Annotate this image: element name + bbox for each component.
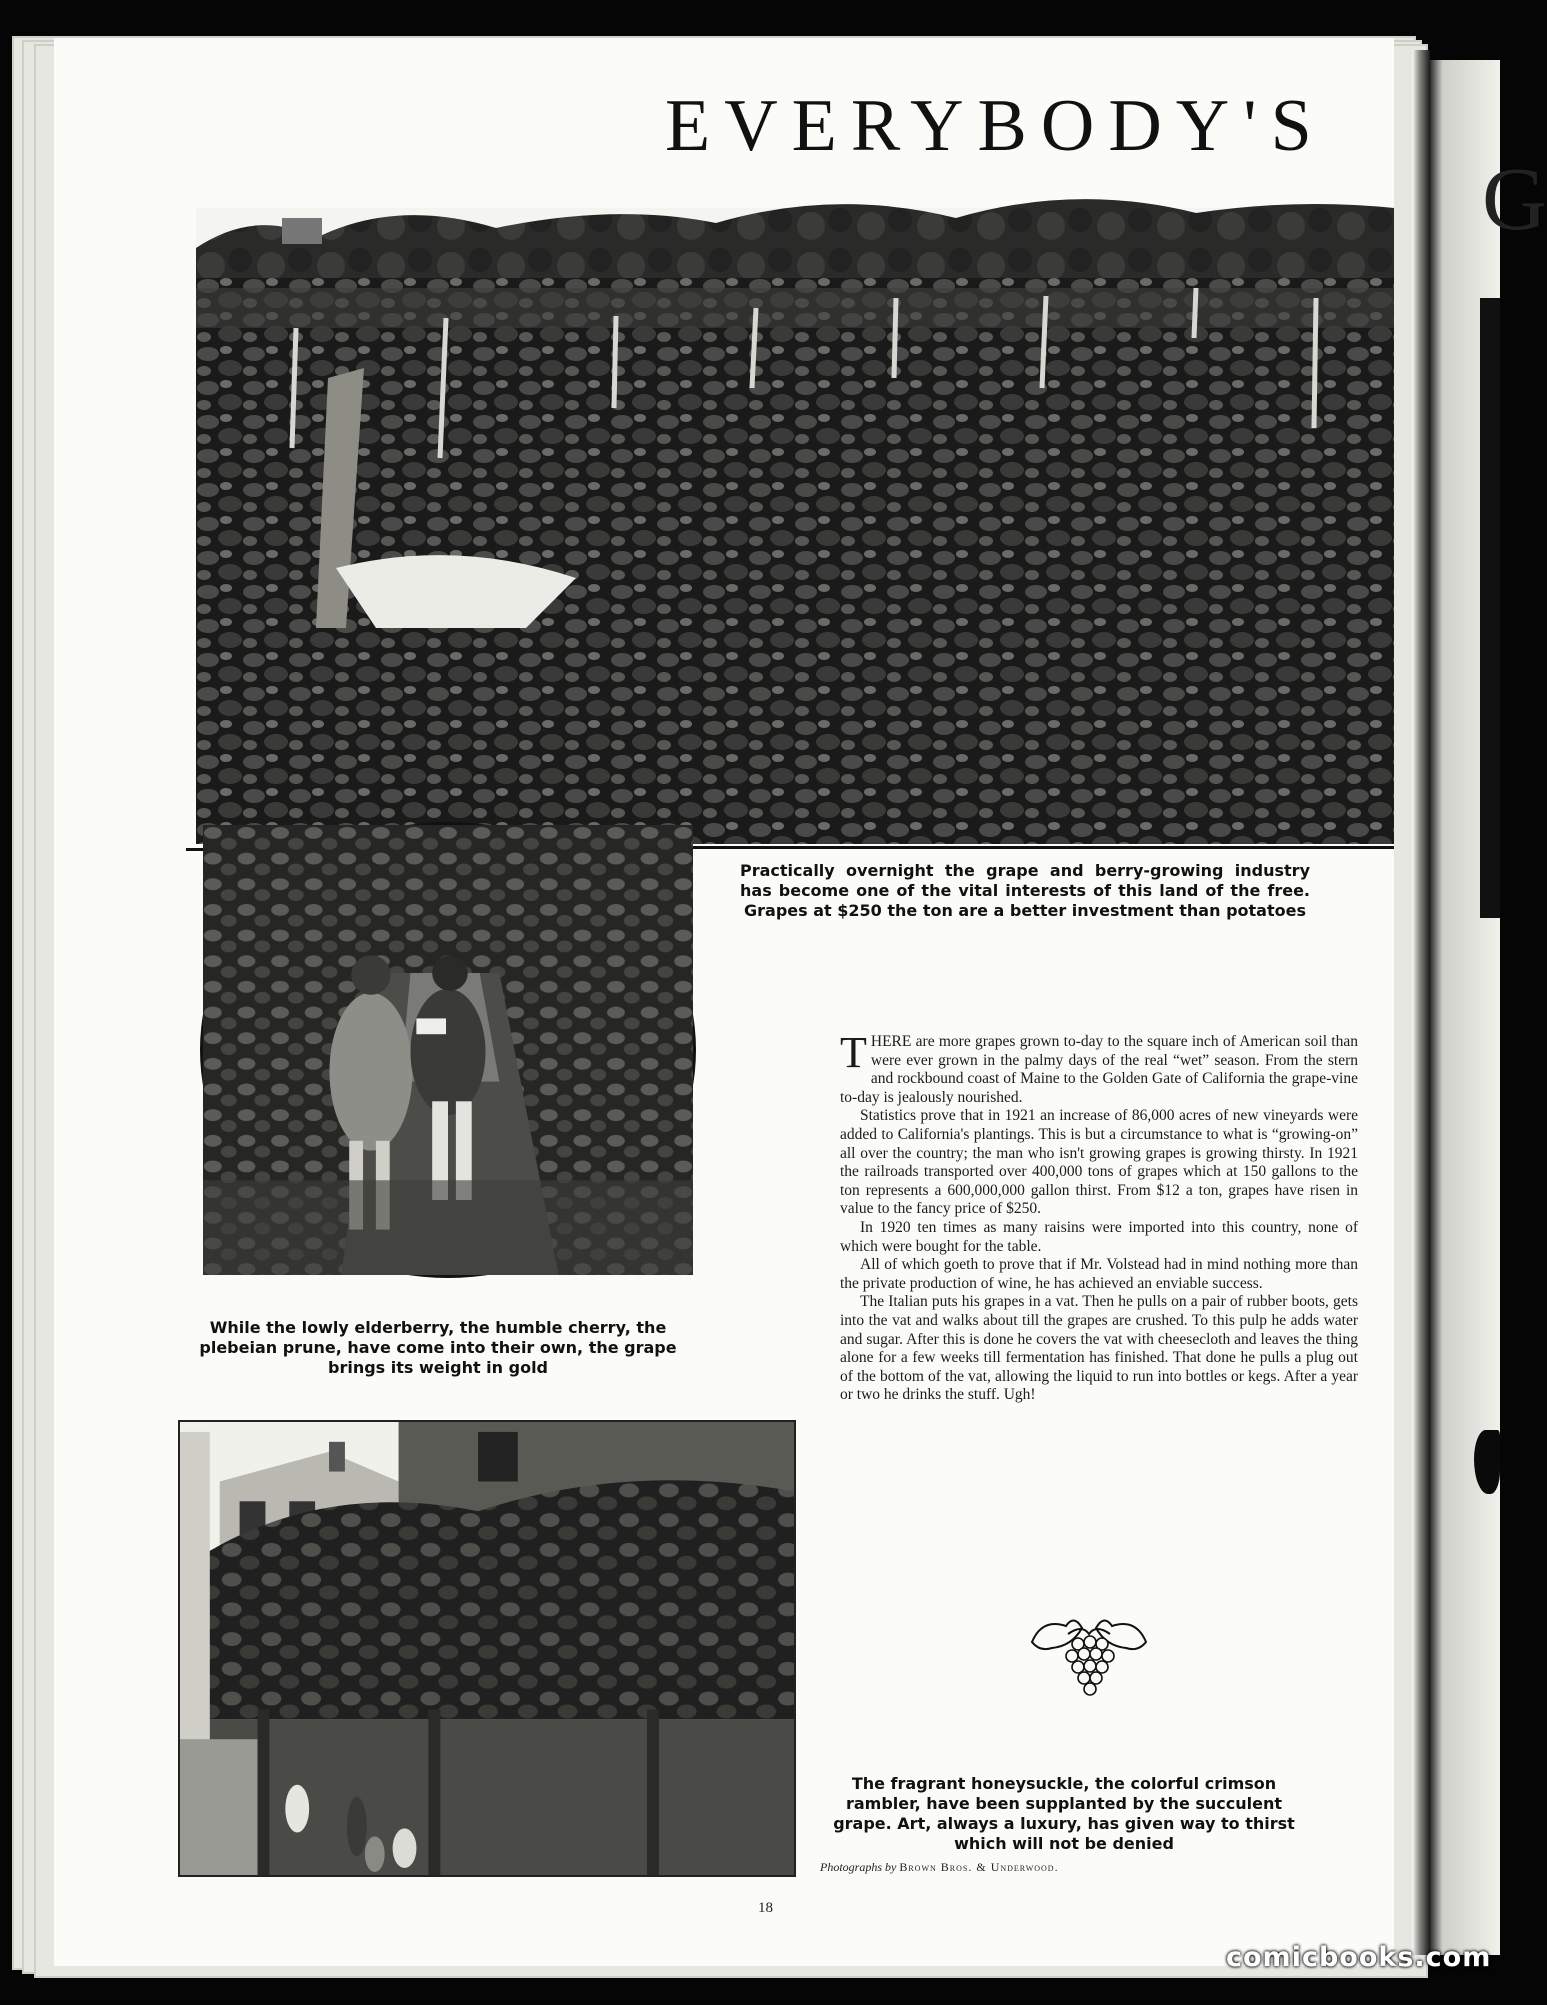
article-paragraph: Statistics prove that in 1921 an increase of 86,000 acres of new vineyards were added to California's plantings. This is but a circumstance to what is “growing-on” all over the country; the man who isn't growing grapes is growing thirsty. In 1921 the railroads transported over 400,000 tons of grapes which at 150 gallons to the ton represents a 600,000,000 gallon thirst. From $12 a ton, grapes have risen in value to the fancy price of $250.	[840, 1107, 1358, 1218]
grape-cluster-icon	[1022, 1612, 1156, 1700]
arbor-oval-photo	[200, 822, 696, 1278]
arbor-photo-caption: While the lowly elderberry, the humble cherry, the plebeian prune, have come into their own, the grape brings its weight in gold	[199, 1318, 677, 1377]
page-number: 18	[758, 1900, 773, 1916]
photo-credit	[820, 1860, 1059, 1875]
article-paragraph: All of which goeth to prove that if Mr. Volstead had in mind nothing more than the private production of wine, he has achieved an enviable success.	[840, 1256, 1358, 1292]
book-gutter	[1412, 50, 1430, 1955]
masthead-title: EVERYBODY'S	[665, 85, 1326, 167]
article-body	[840, 1028, 1358, 1405]
article-paragraph-text: HERE are more grapes grown to-day to the square inch of American soil than were ever grown in the palmy days of the real “wet” season. From the stern and rockbound coast of Maine to the Golden Gate of California the grape-vine to-day is jealously nourished.	[840, 1033, 1358, 1106]
facing-page-edge	[1430, 60, 1547, 1955]
article-paragraph: In 1920 ten times as many raisins were imported into this country, none of which were bought for the table.	[840, 1218, 1358, 1255]
facing-page-title-letter: G	[1482, 150, 1547, 249]
drop-cap: T	[840, 1028, 867, 1077]
facing-page-bird-illustration	[1474, 1430, 1500, 1494]
honeysuckle-house-photo	[178, 1420, 796, 1877]
vineyard-photo	[196, 208, 1394, 844]
caption-rule	[686, 846, 1394, 849]
honeysuckle-photo-caption: The fragrant honeysuckle, the colorful crimson rambler, have been supplanted by the succulent grape. Art, always a luxury, has given way to thirst which will not be denied	[833, 1774, 1295, 1853]
article-paragraph	[840, 1028, 1358, 1107]
site-watermark: comicbooks.com	[1226, 1942, 1492, 1973]
photo-credit-names: Brown Bros. & Underwood.	[899, 1860, 1059, 1874]
vineyard-photo-caption: Practically overnight the grape and berry-growing industry has become one of the vital interests of this land of the free. Grapes at $250 the ton are a better investment than potatoes	[740, 861, 1310, 920]
photo-credit-prefix: Photographs by	[820, 1860, 897, 1874]
facing-page-photo	[1480, 298, 1500, 918]
article-paragraph: The Italian puts his grapes in a vat. Then he pulls on a pair of rubber boots, gets into the vat and walks about till the grapes are crushed. To this pulp he adds water and sugar. After this is done he covers the vat with cheesecloth and leaves the thing alone for a few weeks till fermentation has finished. That done he pulls a plug out of the bottom of the vat, allowing the liquid to run into bottles or kegs. After a year or two he drinks the stuff. Ugh!	[840, 1293, 1358, 1404]
